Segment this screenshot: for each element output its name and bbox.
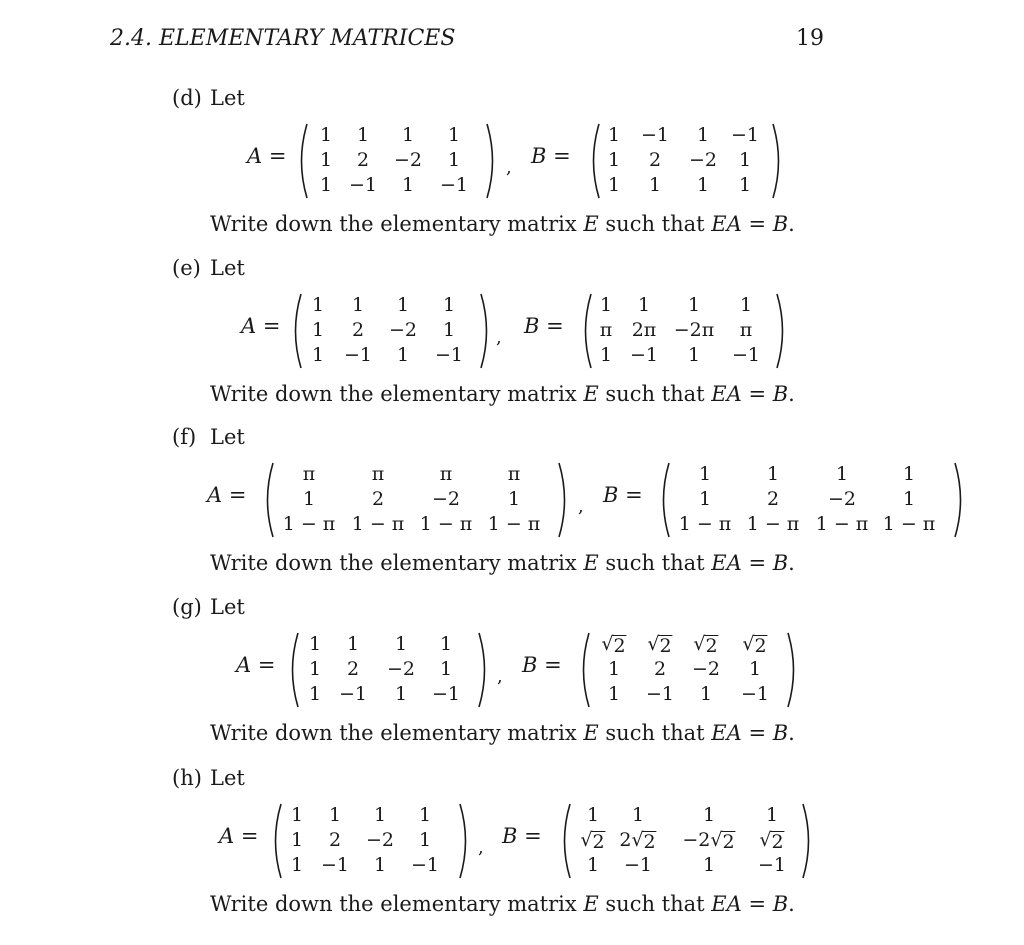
matrix-equation-row: A = π π π π 1 2 −2 1 1 − π 1 − π 1 − π 1 − π , B = 1 1 1 1 1 2 −2 1 1 − π 1 − π 1 − π 1 − π — [0, 461, 1024, 539]
problem-label: (g) — [172, 595, 202, 619]
matrix-a-right-paren — [484, 122, 500, 200]
matrix-a-left-paren — [268, 802, 284, 880]
matrix-b-left-paren — [586, 122, 602, 200]
matrix-a-label: A = — [236, 653, 276, 677]
problem-label: (h) — [172, 766, 202, 790]
problem-e — [0, 256, 1024, 426]
matrix-a-left-paren — [294, 122, 310, 200]
page-number: 19 — [796, 26, 824, 51]
running-header — [110, 26, 824, 54]
matrix-a-label: A = — [207, 483, 247, 507]
matrix-b-right-paren — [952, 461, 968, 539]
instruction-sentence: Write down the elementary matrix E such that EA = B. — [210, 382, 795, 406]
matrix-b-label: B = — [524, 314, 564, 338]
matrix-a-right-paren — [476, 631, 492, 709]
matrix-b-label: B = — [603, 483, 643, 507]
sqrt-symbol: √ 2 — [647, 633, 672, 657]
problem-lead — [172, 766, 245, 790]
matrix-b-left-paren — [576, 631, 592, 709]
matrix-b-left-paren — [656, 461, 672, 539]
matrix-a-left-paren — [288, 292, 304, 370]
matrix-b-right-paren — [800, 802, 816, 880]
problem-lead — [172, 425, 245, 449]
problem-g — [0, 595, 1024, 765]
matrix-a-label: A = — [247, 144, 287, 168]
matrix-a-label: A = — [219, 824, 259, 848]
instruction-sentence: Write down the elementary matrix E such that EA = B. — [210, 721, 795, 745]
problem-lead — [172, 86, 245, 110]
problem-lead-text: Let — [210, 86, 245, 110]
matrix-b-label: B = — [502, 824, 542, 848]
sqrt-symbol: √ 2 — [580, 829, 605, 853]
separator-comma: , — [506, 157, 512, 178]
sqrt-symbol: √ 2 — [693, 633, 718, 657]
problem-lead-text: Let — [210, 256, 245, 280]
problem-label: (e) — [172, 256, 201, 280]
problem-d — [0, 86, 1024, 256]
matrix-a-left-paren — [285, 631, 301, 709]
matrix-b-left-paren — [557, 802, 573, 880]
matrix-equation-row: A = 1 1 1 1 1 2 −2 1 1 −1 1 −1 , B = √ 2 √ 2 √ 2 √ 2 1 2 −2 1 1 −1 1 −1 — [0, 631, 1024, 709]
matrix-b-label: B = — [522, 653, 562, 677]
matrix-a-left-paren — [260, 461, 276, 539]
problem-f — [0, 425, 1024, 595]
matrix-a-label: A = — [241, 314, 281, 338]
sqrt-symbol: √ 2 — [710, 829, 735, 853]
separator-comma: , — [578, 496, 584, 517]
problem-lead-text: Let — [210, 595, 245, 619]
problem-lead-text: Let — [210, 766, 245, 790]
problem-lead — [172, 256, 245, 280]
separator-comma: , — [478, 837, 484, 858]
matrix-b-right-paren — [774, 292, 790, 370]
matrix-a-right-paren — [556, 461, 572, 539]
problem-h — [0, 766, 1024, 936]
instruction-sentence: Write down the elementary matrix E such that EA = B. — [210, 892, 795, 916]
problem-label: (f) — [172, 425, 197, 449]
matrix-equation-row: A = 1 1 1 1 1 2 −2 1 1 −1 1 −1 , B = 1 −1 1 −1 1 2 −2 1 1 1 1 1 — [0, 122, 1024, 200]
matrix-b-label: B = — [531, 144, 571, 168]
chapter-title: 2.4. ELEMENTARY MATRICES — [110, 26, 456, 51]
instruction-sentence: Write down the elementary matrix E such that EA = B. — [210, 212, 795, 236]
problem-lead — [172, 595, 245, 619]
problem-lead-text: Let — [210, 425, 245, 449]
matrix-a-right-paren — [478, 292, 494, 370]
sqrt-symbol: √ 2 — [742, 633, 767, 657]
matrix-a-right-paren — [457, 802, 473, 880]
sqrt-symbol: √ 2 — [759, 829, 784, 853]
matrix-b-right-paren — [770, 122, 786, 200]
sqrt-symbol: √ 2 — [631, 829, 656, 853]
separator-comma: , — [496, 327, 502, 348]
matrix-b-left-paren — [578, 292, 594, 370]
instruction-sentence: Write down the elementary matrix E such that EA = B. — [210, 551, 795, 575]
matrix-b-right-paren — [785, 631, 801, 709]
matrix-equation-row: A = 1 1 1 1 1 2 −2 1 1 −1 1 −1 , B = 1 1 1 1 √ 2 2 √ 2 −2 √ 2 √ 2 1 −1 1 −1 — [0, 802, 1024, 880]
separator-comma: , — [497, 666, 503, 687]
sqrt-symbol: √ 2 — [601, 633, 626, 657]
problem-label: (d) — [172, 86, 202, 110]
matrix-equation-row: A = 1 1 1 1 1 2 −2 1 1 −1 1 −1 , B = 1 1 1 1 π 2π −2π π 1 −1 1 −1 — [0, 292, 1024, 370]
